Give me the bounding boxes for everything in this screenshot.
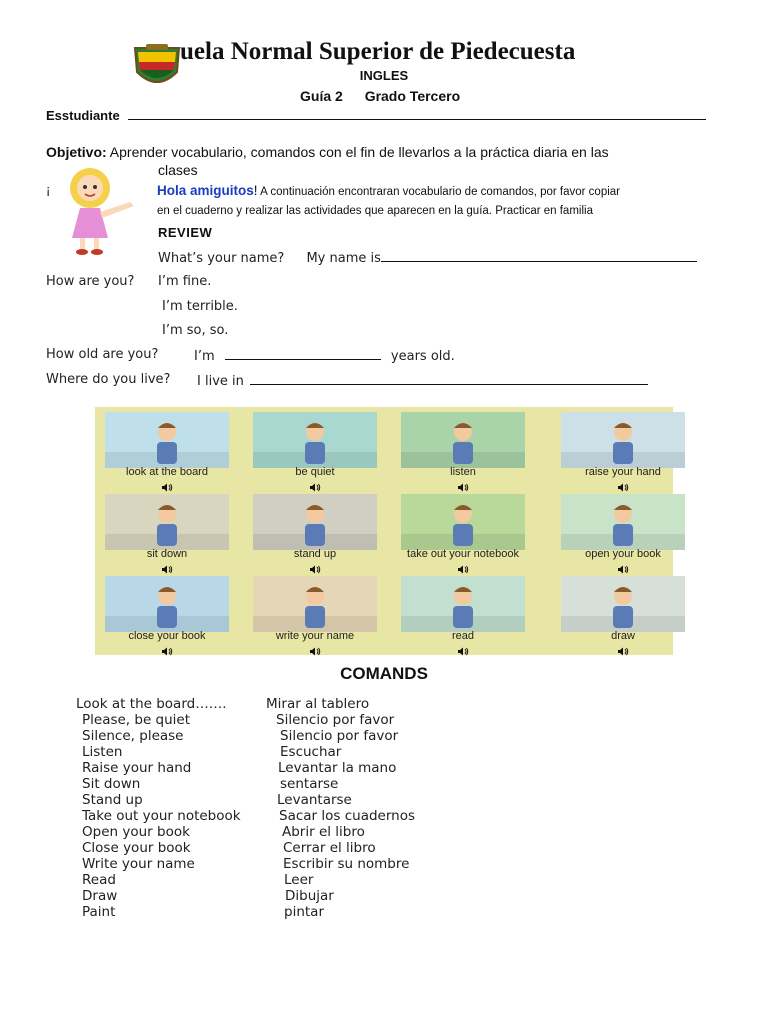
review-name-row <box>158 249 697 266</box>
greeting-line1: A continuación encontraran vocabulario de comandos, por favor copiar <box>260 186 621 198</box>
command-spanish: Sacar los cuadernos <box>279 808 416 824</box>
command-english: Raise your hand <box>82 760 192 776</box>
command-spanish: Escuchar <box>280 744 342 760</box>
command-illustration <box>561 412 685 468</box>
command-picture <box>555 491 691 571</box>
command-illustration <box>401 412 525 468</box>
speaker-icon[interactable] <box>161 479 173 488</box>
review-title: REVIEW <box>158 225 213 240</box>
command-picture-label: take out your notebook <box>407 548 519 560</box>
speaker-icon[interactable] <box>457 479 469 488</box>
command-picture <box>247 491 383 571</box>
cartoon-girl-illustration <box>60 164 144 256</box>
command-picture-label: be quiet <box>295 466 335 478</box>
command-english: Please, be quiet <box>82 712 191 728</box>
command-illustration <box>561 576 685 632</box>
question-live: Where do you live? <box>46 372 171 387</box>
command-spanish: Escribir su nombre <box>283 856 410 872</box>
speaker-icon[interactable] <box>617 561 629 570</box>
command-english: Look at the board……. <box>76 696 227 712</box>
command-picture <box>99 573 235 653</box>
command-picture <box>395 409 531 489</box>
name-blank[interactable] <box>381 249 697 262</box>
command-english: Sit down <box>82 776 141 792</box>
command-illustration <box>105 494 229 550</box>
command-spanish: Silencio por favor <box>276 712 395 728</box>
answer-old-pre: I’m <box>194 349 215 364</box>
speaker-icon[interactable] <box>617 643 629 652</box>
answer-soso: I’m so, so. <box>162 323 229 338</box>
speaker-icon[interactable] <box>457 643 469 652</box>
command-spanish: Cerrar el libro <box>283 840 376 856</box>
school-title: uela Normal Superior de Piedecuesta <box>180 38 576 65</box>
commands-picture-grid <box>95 407 673 655</box>
command-spanish: Mirar al tablero <box>266 696 370 712</box>
speaker-icon[interactable] <box>457 561 469 570</box>
objective <box>46 143 726 161</box>
command-spanish: pintar <box>284 904 324 920</box>
command-picture-label: write your name <box>275 630 355 642</box>
question-old: How old are you? <box>46 347 159 362</box>
command-english: Listen <box>82 744 123 760</box>
answer-name: My name is <box>306 251 381 266</box>
command-picture-label: sit down <box>146 548 188 560</box>
speaker-icon[interactable] <box>161 561 173 570</box>
greeting-line2: en el cuaderno y realizar las actividades que aparecen en la guía. Practicar en familia <box>157 205 593 217</box>
comands-title: COMANDS <box>340 664 428 683</box>
speaker-icon[interactable] <box>161 643 173 652</box>
subject-title: INGLES <box>359 68 409 83</box>
command-illustration <box>105 576 229 632</box>
command-picture-label: look at the board <box>126 466 208 478</box>
greeting <box>157 181 747 221</box>
question-how: How are you? <box>46 274 135 289</box>
command-picture <box>395 491 531 571</box>
command-illustration <box>253 412 377 468</box>
command-picture-label: close your book <box>128 630 206 642</box>
command-picture-label: stand up <box>293 548 337 560</box>
command-picture-label: read <box>451 630 475 642</box>
command-picture-label: draw <box>611 630 635 642</box>
command-spanish: Leer <box>284 872 314 888</box>
guide-number: Guía 2 <box>300 88 343 104</box>
answer-live <box>197 372 648 389</box>
command-english: Open your book <box>82 824 190 840</box>
command-english: Write your name <box>82 856 195 872</box>
command-illustration <box>253 494 377 550</box>
command-english: Silence, please <box>82 728 184 744</box>
objective-text: Aprender vocabulario, comandos con el fin de llevarlos a la práctica diaria en las <box>109 144 609 160</box>
command-picture-label: raise your hand <box>585 466 661 478</box>
speaker-icon[interactable] <box>309 479 321 488</box>
grade-label: Grado Tercero <box>364 88 461 104</box>
command-picture <box>555 409 691 489</box>
command-english: Read <box>82 872 116 888</box>
command-illustration <box>253 576 377 632</box>
command-english: Take out your notebook <box>82 808 241 824</box>
speaker-icon[interactable] <box>617 479 629 488</box>
command-picture <box>555 573 691 653</box>
speaker-icon[interactable] <box>309 561 321 570</box>
command-illustration <box>105 412 229 468</box>
greeting-excl: ! <box>253 183 258 198</box>
command-english: Paint <box>82 904 116 920</box>
student-label: Esstudiante <box>46 108 120 123</box>
command-illustration <box>401 576 525 632</box>
student-blank[interactable] <box>128 107 706 120</box>
command-picture <box>99 409 235 489</box>
question-name: What’s your name? <box>158 251 285 266</box>
answer-fine: I’m fine. <box>158 274 212 289</box>
command-picture-label: open your book <box>585 548 661 560</box>
command-illustration <box>561 494 685 550</box>
greeting-mark: ¡ <box>46 182 51 197</box>
objective-label: Objetivo: <box>46 144 107 160</box>
command-illustration <box>401 494 525 550</box>
command-english: Draw <box>82 888 118 904</box>
greeting-hola: Hola amiguitos <box>157 183 254 198</box>
command-spanish: Abrir el libro <box>282 824 365 840</box>
answer-old-post: years old. <box>390 349 455 364</box>
command-picture <box>247 409 383 489</box>
live-blank[interactable] <box>250 372 648 385</box>
command-picture-label: listen <box>450 466 476 478</box>
command-picture <box>99 491 235 571</box>
answer-terrible: I’m terrible. <box>162 299 238 314</box>
answer-live-pre: I live in <box>197 374 244 389</box>
command-spanish: Silencio por favor <box>280 728 399 744</box>
speaker-icon[interactable] <box>309 643 321 652</box>
objective-text-cont: clases <box>158 162 198 178</box>
command-english: Stand up <box>82 792 143 808</box>
command-spanish: Dibujar <box>285 888 334 904</box>
command-picture <box>395 573 531 653</box>
command-spanish: sentarse <box>280 776 339 792</box>
guide-info <box>300 88 478 104</box>
command-spanish: Levantar la mano <box>278 760 397 776</box>
student-line <box>46 107 706 125</box>
command-english: Close your book <box>82 840 191 856</box>
age-blank[interactable] <box>225 347 381 360</box>
command-spanish: Levantarse <box>277 792 352 808</box>
answer-old <box>194 347 455 364</box>
command-picture <box>247 573 383 653</box>
